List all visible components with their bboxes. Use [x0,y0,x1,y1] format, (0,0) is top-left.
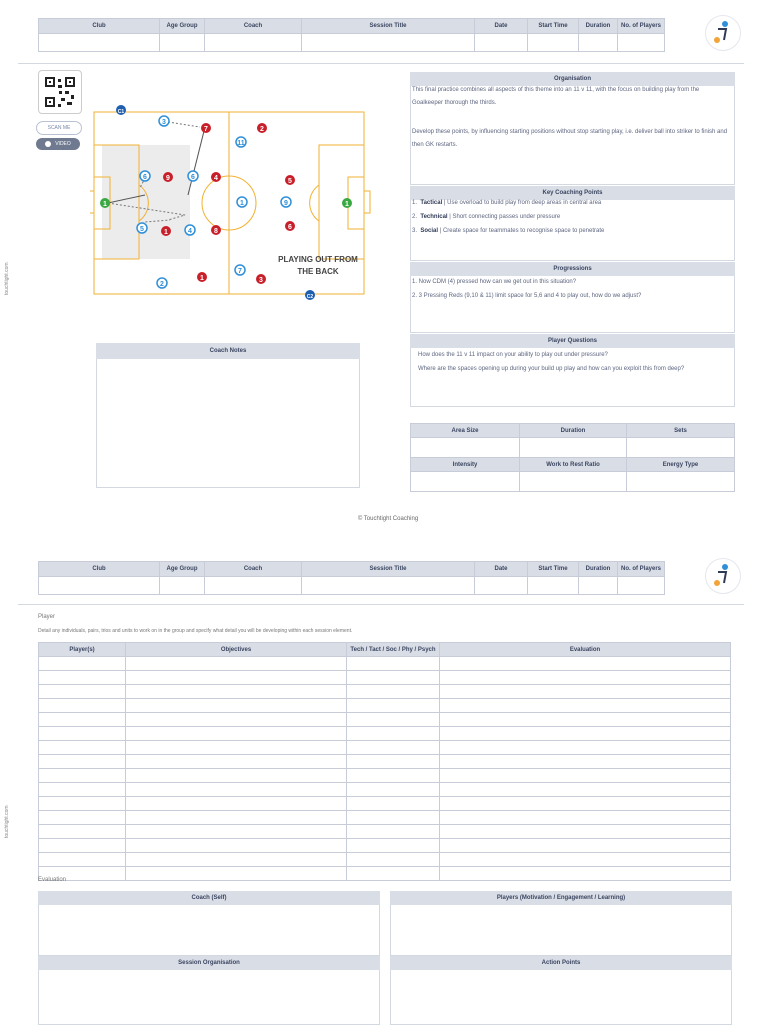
touchtight-logo [705,15,741,51]
organisation-title: Organisation [410,72,735,86]
table-cell[interactable] [126,797,347,811]
table-cell[interactable] [39,713,126,727]
divider [18,63,744,64]
svg-text:2: 2 [260,126,264,133]
red-player-6 [285,221,295,231]
table-row [39,657,731,671]
table-cell[interactable] [39,825,126,839]
session-title-field-2[interactable] [302,577,475,595]
video-button[interactable] [36,138,80,150]
table-cell[interactable] [440,755,731,769]
table-row [39,853,731,867]
shaded-zone [102,145,190,259]
table-cell[interactable] [39,839,126,853]
header2-date: Date [475,562,528,577]
table-cell[interactable] [126,853,347,867]
table-cell[interactable] [39,811,126,825]
table-cell[interactable] [126,839,347,853]
svg-text:9: 9 [284,200,288,207]
table-cell[interactable] [347,769,440,783]
age-group-field[interactable] [160,34,205,52]
player-instruction: Detail any individuals, pairs, trios and units to work on in the group and specify what detail you will be developing within each session element. [38,628,353,634]
header-age-group: Age Group [160,19,205,34]
svg-text:4: 4 [188,228,192,235]
table-cell[interactable] [126,685,347,699]
table-cell[interactable] [126,811,347,825]
goalkeeper-blue [100,198,110,208]
video-label: VIDEO [55,141,71,147]
table-cell[interactable] [347,685,440,699]
table-cell[interactable] [440,797,731,811]
table-row [39,839,731,853]
svg-text:2: 2 [160,281,164,288]
svg-text:3: 3 [259,277,263,284]
table-cell[interactable] [126,783,347,797]
goalkeeper-red [342,198,352,208]
player-questions-title: Player Questions [410,334,735,348]
table-cell[interactable] [440,685,731,699]
table-cell[interactable] [347,839,440,853]
players-field-2[interactable] [618,577,665,595]
coach-self-box[interactable] [38,905,380,956]
coaching-point-3: 3. Social | Create space for teammates to recognise space to penetrate [412,228,605,234]
svg-text:1: 1 [345,201,349,208]
side-label-2: touchtight.com [4,805,10,838]
table-row [39,727,731,741]
coach-notes-box[interactable] [96,359,360,488]
coach-notes-title: Coach Notes [96,343,360,359]
progression-1: 1. Now CDM (4) pressed how can we get out in this situation? [412,279,577,285]
svg-text:3: 3 [162,119,166,126]
table-cell[interactable] [126,867,347,881]
svg-text:1: 1 [200,275,204,282]
players-eval-title: Players (Motivation / Engagement / Learning) [390,891,732,905]
table-cell[interactable] [39,685,126,699]
table-row [39,797,731,811]
table-cell[interactable] [347,671,440,685]
red-player-1a [161,226,171,236]
table-cell[interactable] [347,853,440,867]
table-cell[interactable] [440,811,731,825]
svg-text:8: 8 [214,228,218,235]
header-session-title: Session Title [302,19,475,34]
duration-header: Duration [520,424,627,438]
blue-coach-2 [305,290,315,300]
svg-text:4: 4 [214,175,218,182]
action-points-box[interactable] [390,970,732,1025]
player-objectives-table [38,642,731,881]
svg-text:1: 1 [164,229,168,236]
table-row [39,811,731,825]
table-cell[interactable] [39,741,126,755]
red-player-8 [211,225,221,235]
table-cell[interactable] [440,783,731,797]
date-field-2[interactable] [475,577,528,595]
svg-text:C2: C2 [306,294,314,300]
scan-me-label: SCAN ME [47,125,71,131]
session-organisation-box[interactable] [38,970,380,1025]
svg-text:1: 1 [240,200,244,207]
table-cell[interactable] [347,699,440,713]
coach-field-2[interactable] [205,577,302,595]
table-cell[interactable] [440,671,731,685]
table-cell[interactable] [347,657,440,671]
table-cell[interactable] [347,783,440,797]
duration-field[interactable] [579,34,618,52]
red-player-4 [211,172,221,182]
svg-text:5: 5 [288,178,292,185]
sets-header: Sets [627,424,735,438]
club-field-2[interactable] [39,577,160,595]
table-cell[interactable] [347,713,440,727]
svg-text:11: 11 [237,140,245,147]
table-cell[interactable] [440,657,731,671]
svg-text:7: 7 [204,126,208,133]
table-cell[interactable] [126,825,347,839]
copyright: © Touchtight Coaching [357,516,419,522]
evaluation-heading: Evaluation [38,877,67,883]
table-cell[interactable] [440,769,731,783]
table-cell[interactable] [126,657,347,671]
table-cell[interactable] [347,727,440,741]
table-cell[interactable] [440,867,731,881]
scan-me-button[interactable] [36,121,82,135]
pitch-caption-1: PLAYING OUT FROM [278,255,358,264]
red-player-2 [257,123,267,133]
col-category: Tech / Tact / Soc / Phy / Psych [347,643,440,657]
table-cell[interactable] [39,671,126,685]
blue-player-4 [185,225,195,235]
blue-player-9 [281,197,291,207]
club-field[interactable] [39,34,160,52]
coach-self-title: Coach (Self) [38,891,380,905]
table-cell[interactable] [39,699,126,713]
table-row [39,825,731,839]
area-size-field[interactable] [411,438,520,458]
col-players: Player(s) [39,643,126,657]
loads-table [410,423,735,492]
table-row [39,699,731,713]
coaching-point-2: 2. Technical | Short connecting passes under pressure [412,214,561,220]
coaching-point-1: 1. Tactical | Use overload to build play from deep areas in central area [412,200,602,206]
svg-text:1: 1 [103,201,107,208]
table-row [39,685,731,699]
table-cell[interactable] [126,741,347,755]
table-cell[interactable] [347,811,440,825]
blue-player-10 [237,197,247,207]
header-start-time: Start Time [528,19,579,34]
work-rest-header: Work to Rest Ratio [520,458,627,472]
start-time-field-2[interactable] [528,577,579,595]
table-cell[interactable] [347,797,440,811]
player-question-2: Where are the spaces opening up during your build up play and how can you exploit this from deep? [418,366,685,372]
red-player-7 [201,123,211,133]
side-label: touchtight.com [4,262,10,295]
table-cell[interactable] [39,755,126,769]
date-field[interactable] [475,34,528,52]
header-coach: Coach [205,19,302,34]
work-rest-field[interactable] [520,472,627,492]
players-field[interactable] [618,34,665,52]
table-cell[interactable] [347,825,440,839]
table-cell[interactable] [440,741,731,755]
table-row [39,755,731,769]
blue-player-3 [159,116,169,126]
svg-text:5: 5 [140,226,144,233]
table-cell[interactable] [39,727,126,741]
table-cell[interactable] [126,699,347,713]
col-evaluation: Evaluation [440,643,731,657]
svg-text:6: 6 [143,174,147,181]
coaching-points-title: Key Coaching Points [410,186,735,200]
player-question-1: How does the 11 v 11 impact on your ability to play out under pressure? [418,352,608,358]
table-cell[interactable] [347,867,440,881]
pitch-diagram [90,100,375,300]
blue-player-2 [157,278,167,288]
intensity-header: Intensity [411,458,520,472]
session-header-table-2 [38,561,665,595]
red-player-5 [285,175,295,185]
intensity-field[interactable] [411,472,520,492]
players-eval-box[interactable] [390,905,732,956]
divider-2 [18,604,744,605]
table-cell[interactable] [126,713,347,727]
energy-type-header: Energy Type [627,458,735,472]
blue-player-7 [235,265,245,275]
organisation-para2: Develop these points, by influencing starting positions without stop starting play, i.e. deliver ball into striker to finish and then GK restarts. [412,129,728,148]
table-row [39,783,731,797]
pitch-caption-2: THE BACK [297,267,339,276]
sets-field[interactable] [627,438,735,458]
blue-player-6b [188,171,198,181]
header-players: No. of Players [618,19,665,34]
header-date: Date [475,19,528,34]
blue-coach-1 [116,105,126,115]
table-cell[interactable] [347,755,440,769]
col-objectives: Objectives [126,643,347,657]
header-duration: Duration [579,19,618,34]
table-cell[interactable] [126,727,347,741]
area-size-header: Area Size [411,424,520,438]
table-cell[interactable] [126,769,347,783]
table-cell[interactable] [347,741,440,755]
player-heading: Player [38,614,56,620]
red-player-9 [163,172,173,182]
table-cell[interactable] [440,699,731,713]
header2-players: No. of Players [618,562,665,577]
table-cell[interactable] [440,853,731,867]
table-cell[interactable] [39,769,126,783]
action-points-title: Action Points [390,956,732,970]
table-cell[interactable] [126,671,347,685]
table-row [39,741,731,755]
progressions-title: Progressions [410,262,735,276]
table-row [39,769,731,783]
age-group-field-2[interactable] [160,577,205,595]
video-icon [45,141,51,147]
blue-player-6a [140,171,150,181]
table-row [39,867,731,881]
table-row [39,713,731,727]
header2-club: Club [39,562,160,577]
table-cell[interactable] [440,825,731,839]
header2-session-title: Session Title [302,562,475,577]
table-cell[interactable] [440,839,731,853]
touchtight-logo-2 [705,558,741,594]
header-club: Club [39,19,160,34]
table-cell[interactable] [39,783,126,797]
header2-coach: Coach [205,562,302,577]
table-row [39,671,731,685]
table-cell[interactable] [39,853,126,867]
header2-start-time: Start Time [528,562,579,577]
svg-text:9: 9 [166,175,170,182]
header2-age-group: Age Group [160,562,205,577]
header2-duration: Duration [579,562,618,577]
duration-field-2[interactable] [579,577,618,595]
blue-player-11 [236,137,246,147]
session-organisation-title: Session Organisation [38,956,380,970]
progression-2: 2. 3 Pressing Reds (9,10 & 11) limit space for 5,6 and 4 to play out, how do we adjust? [412,293,642,299]
table-cell[interactable] [39,797,126,811]
coach-field[interactable] [205,34,302,52]
svg-text:C1: C1 [117,109,125,115]
session-header-table [38,18,665,52]
red-player-1b [197,272,207,282]
svg-text:6: 6 [191,174,195,181]
red-player-3 [256,274,266,284]
blue-player-5 [137,223,147,233]
table-cell[interactable] [440,713,731,727]
svg-text:7: 7 [238,268,242,275]
session-title-field[interactable] [302,34,475,52]
energy-type-field[interactable] [627,472,735,492]
table-cell[interactable] [39,657,126,671]
table-cell[interactable] [440,727,731,741]
start-time-field[interactable] [528,34,579,52]
qr-code[interactable] [38,70,82,114]
organisation-para1: This final practice combines all aspects of this theme into an 11 v 11, with the focus on building play from the Goalkeeper thorough the thirds. [412,87,700,106]
table-cell[interactable] [126,755,347,769]
svg-text:6: 6 [288,224,292,231]
load-duration-field[interactable] [520,438,627,458]
